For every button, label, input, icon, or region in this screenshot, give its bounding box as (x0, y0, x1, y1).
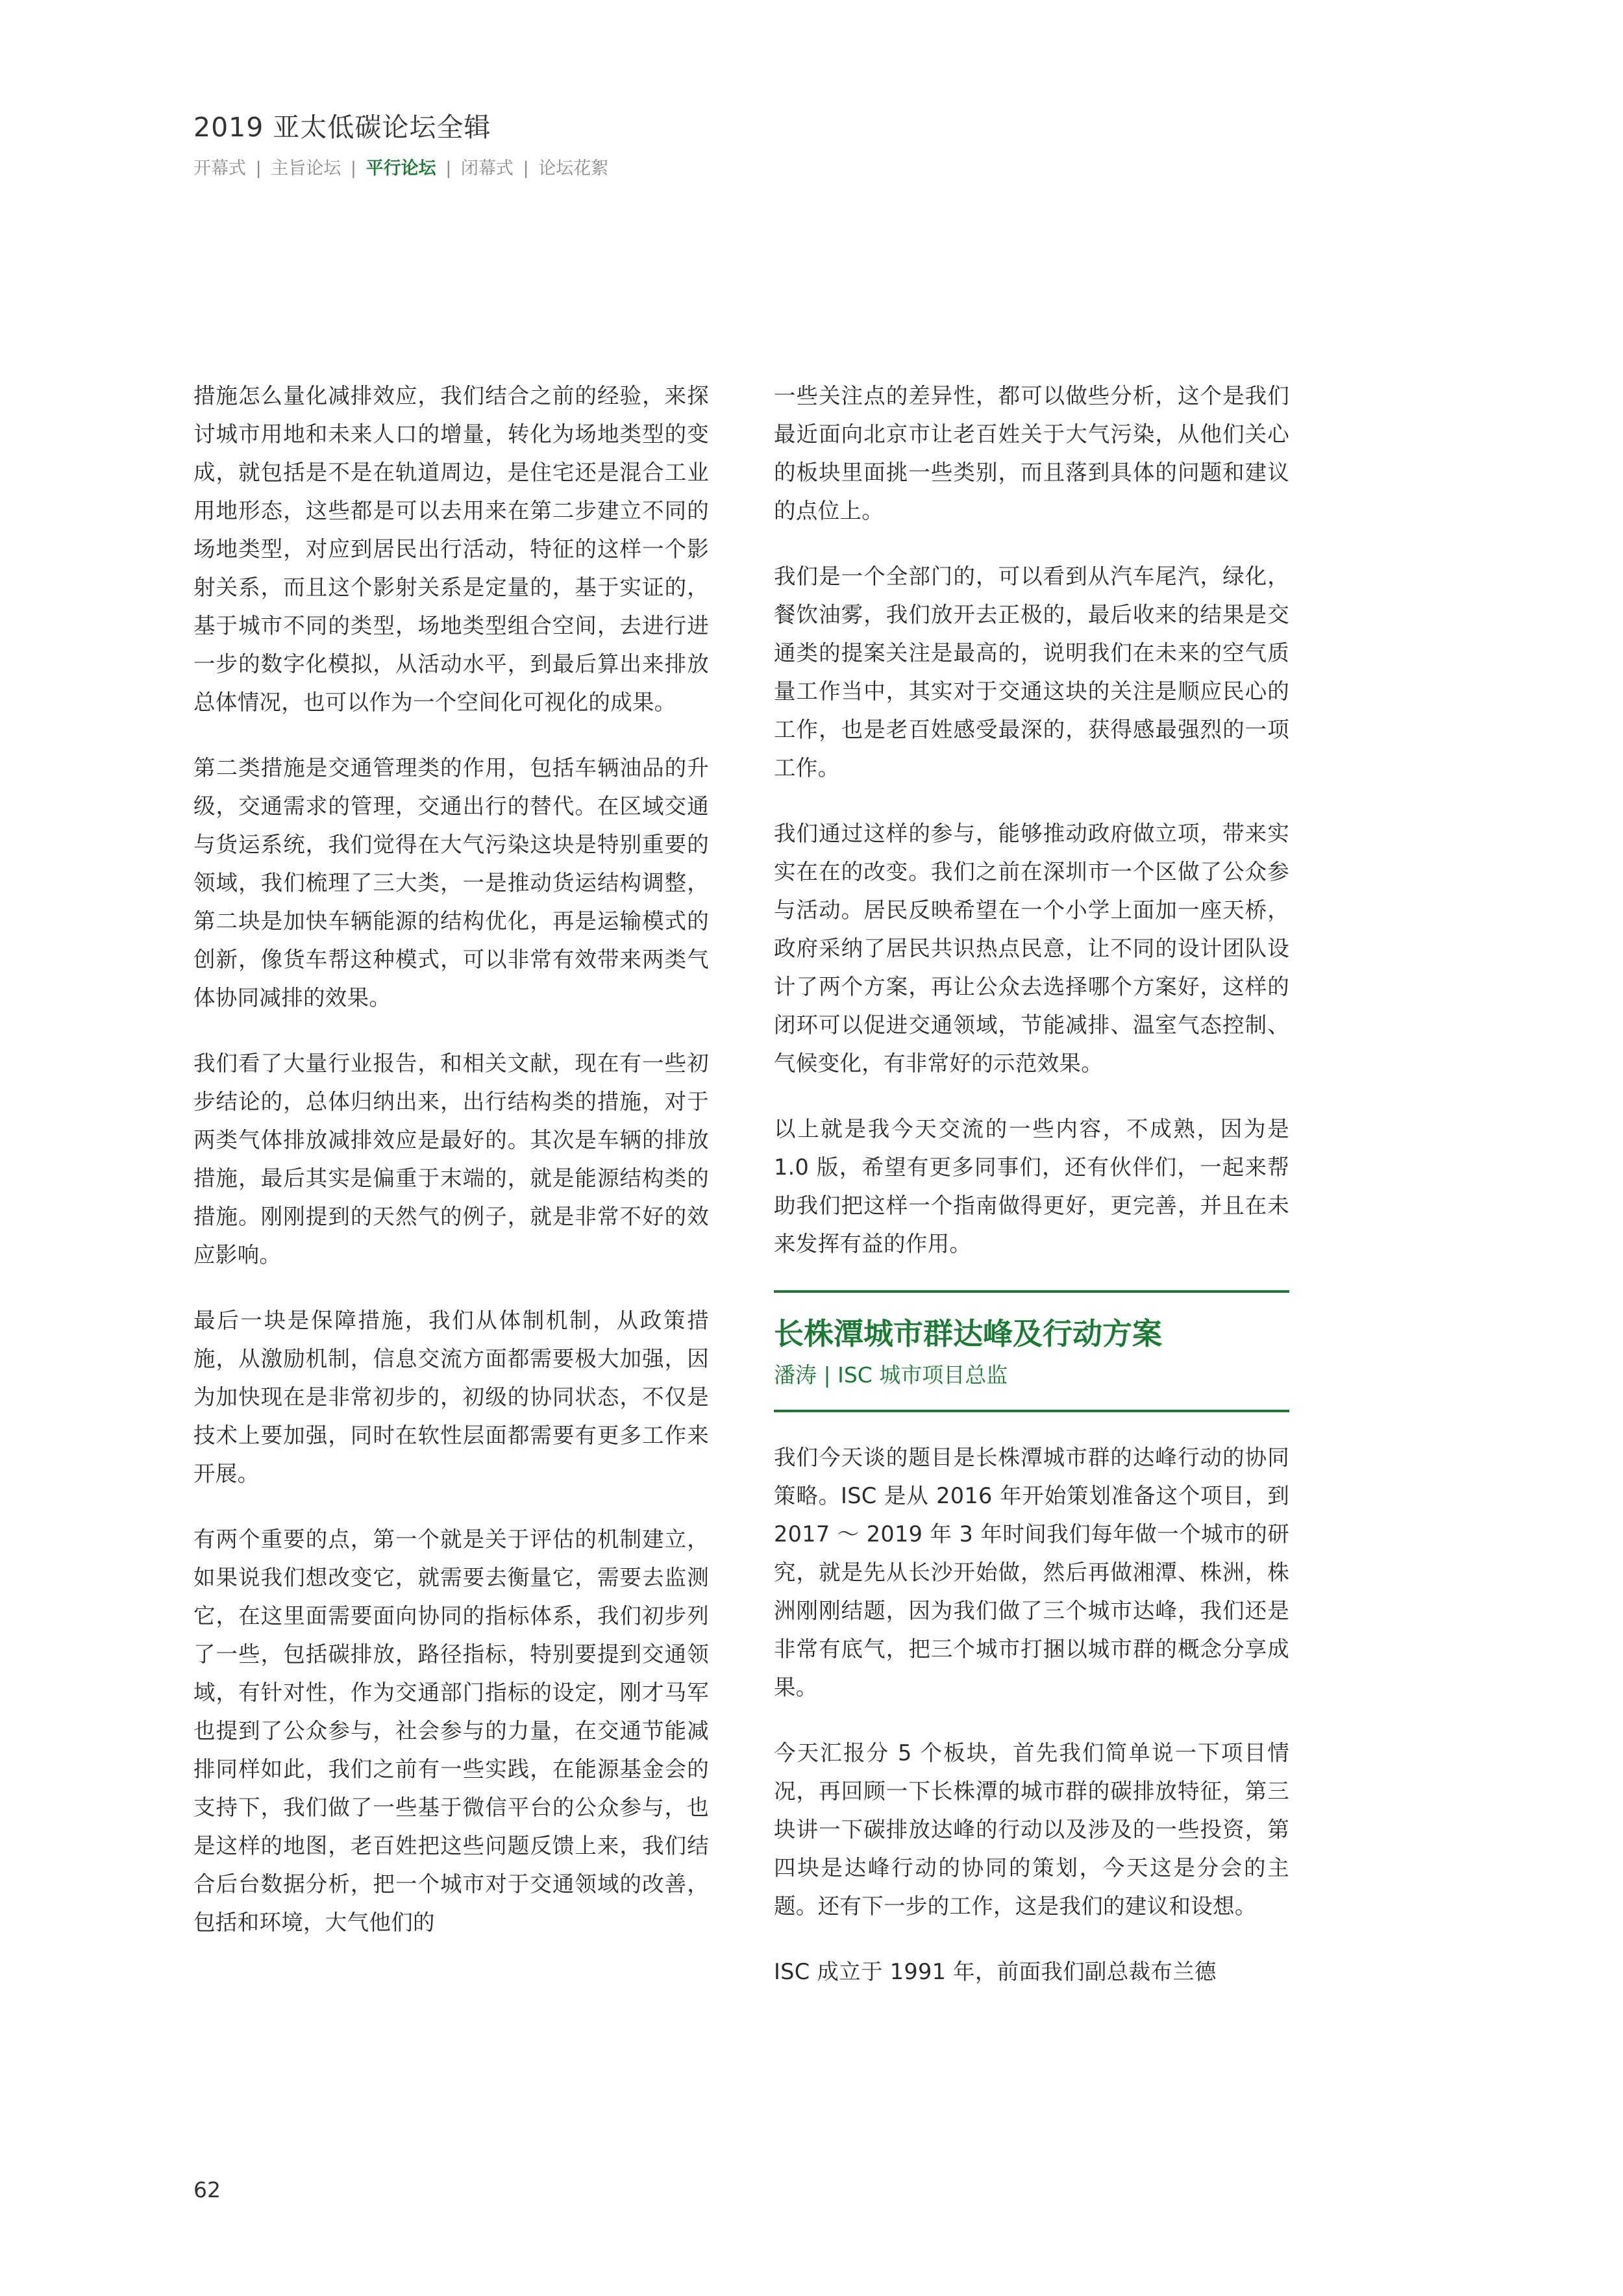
body-paragraph: 以上就是我今天交流的一些内容，不成熟，因为是 1.0 版，希望有更多同事们，还有伙伴们，一起来帮助我们把这样一个指南做得更好，更完善，并且在未来发挥有益的作用。 (774, 1116, 1289, 1256)
body-paragraph: 今天汇报分 5 个板块，首先我们简单说一下项目情况，再回顾一下长株潭的城市群的碳排放特征，第三块讲一下碳排放达峰的行动以及涉及的一些投资，第四块是达峰行动的协同的策划，今天这是分会的主题。还有下一步的工作，这是我们的建议和设想。 (774, 1740, 1289, 1919)
breadcrumb-separator: | (523, 158, 529, 179)
body-paragraph: ISC 成立于 1991 年，前面我们副总裁布兰德 (774, 1958, 1217, 1984)
breadcrumb-item-parallel-forum: 平行论坛 (365, 158, 436, 179)
section-divider-top (774, 1290, 1289, 1293)
breadcrumb-item-keynote: 主旨论坛 (271, 158, 341, 179)
body-paragraph: 第二类措施是交通管理类的作用，包括车辆油品的升级，交通需求的管理，交通出行的替代。在区域交通与货运系统，我们觉得在大气污染这块是特别重要的领域，我们梳理了三大类，一是推动货运结构调整，第二块是加快车辆能源的结构优化，再是运输模式的创新，像货车帮这种模式，可以非常有效带来两类气体协同减排的效果。 (193, 755, 709, 1010)
breadcrumb-item-highlights: 论坛花絮 (538, 158, 609, 179)
page-number: 62 (193, 2177, 221, 2202)
body-paragraph: 一些关注点的差异性，都可以做些分析，这个是我们最近面向北京市让老百姓关于大气污染，从他们关心的板块里面挑一些类别，而且落到具体的问题和建议的点位上。 (774, 383, 1289, 523)
section-divider-bottom (774, 1410, 1289, 1412)
breadcrumb-item-opening: 开幕式 (193, 158, 246, 179)
body-paragraph: 我们今天谈的题目是长株潭城市群的达峰行动的协同策略。ISC 是从 2016 年开始策划准备这个项目，到 2017 ～ 2019 年 3 年时间我们每年做一个城市的研究，就是先从长沙开始做，然后再做湘潭、株洲，株洲刚刚结题，因为我们做了三个城市达峰，我们还是非常有底气，把三个城市打捆以城市群的概念分享成果。 (774, 1444, 1289, 1700)
section-heading: 长株潭城市群达峰及行动方案 (774, 1316, 1162, 1351)
breadcrumb-separator: | (350, 158, 356, 179)
body-paragraph: 我们是一个全部门的，可以看到从汽车尾汽，绿化，餐饮油雾，我们放开去正极的，最后收来的结果是交通类的提案关注是最高的，说明我们在未来的空气质量工作当中，其实对于交通这块的关注是顺应民心的工作，也是老百姓感受最深的，获得感最强烈的一项工作。 (774, 564, 1289, 780)
speaker-byline: 潘涛 | ISC 城市项目总监 (774, 1362, 1008, 1388)
breadcrumb-separator: | (255, 158, 262, 179)
right-column (774, 377, 1289, 2018)
breadcrumb-separator: | (445, 158, 452, 179)
body-paragraph: 我们通过这样的参与，能够推动政府做立项，带来实实在在的改变。我们之前在深圳市一个区做了公众参与活动。居民反映希望在一个小学上面加一座天桥，政府采纳了居民共识热点民意，让不同的设计团队设计了两个方案，再让公众去选择哪个方案好，这样的闭环可以促进交通领域，节能减排、温室气态控制、气候变化，有非常好的示范效果。 (774, 821, 1289, 1076)
body-paragraph: 我们看了大量行业报告，和相关文献，现在有一些初步结论的，总体归纳出来，出行结构类的措施，对于两类气体排放减排效应是最好的。其次是车辆的排放措施，最后其实是偏重于末端的，就是能源结构类的措施。刚刚提到的天然气的例子，就是非常不好的效应影响。 (193, 1051, 709, 1267)
body-paragraph: 有两个重要的点，第一个就是关于评估的机制建立，如果说我们想改变它，就需要去衡量它，需要去监测它，在这里面需要面向协同的指标体系，我们初步列了一些，包括碳排放，路径指标，特别要提到交通领域，有针对性，作为交通部门指标的设定，刚才马军也提到了公众参与，社会参与的力量，在交通节能减排同样如此，我们之前有一些实践，在能源基金会的支持下，我们做了一些基于微信平台的公众参与，也是这样的地图，老百姓把这些问题反馈上来，我们结合后台数据分析，把一个城市对于交通领域的改善，包括和环境，大气他们的 (193, 1527, 709, 1935)
body-paragraph: 措施怎么量化减排效应，我们结合之前的经验，来探讨城市用地和未来人口的增量，转化为场地类型的变成，就包括是不是在轨道周边，是住宅还是混合工业用地形态，这些都是可以去用来在第二步建立不同的场地类型，对应到居民出行活动，特征的这样一个影射关系，而且这个影射关系是定量的，基于实证的，基于城市不同的类型，场地类型组合空间，去进行进一步的数字化模拟，从活动水平，到最后算出来排放总体情况，也可以作为一个空间化可视化的成果。 (193, 383, 709, 715)
breadcrumb-item-closing: 闭幕式 (460, 158, 514, 179)
section-breadcrumb (193, 158, 608, 179)
body-paragraph: 最后一块是保障措施，我们从体制机制，从政策措施，从激励机制，信息交流方面都需要极大加强，因为加快现在是非常初步的，初级的协同状态，不仅是技术上要加强，同时在软性层面都需要有更多工作来开展。 (193, 1308, 709, 1486)
document-title: 2019 亚太低碳论坛全辑 (193, 112, 491, 143)
left-column (193, 377, 709, 1969)
